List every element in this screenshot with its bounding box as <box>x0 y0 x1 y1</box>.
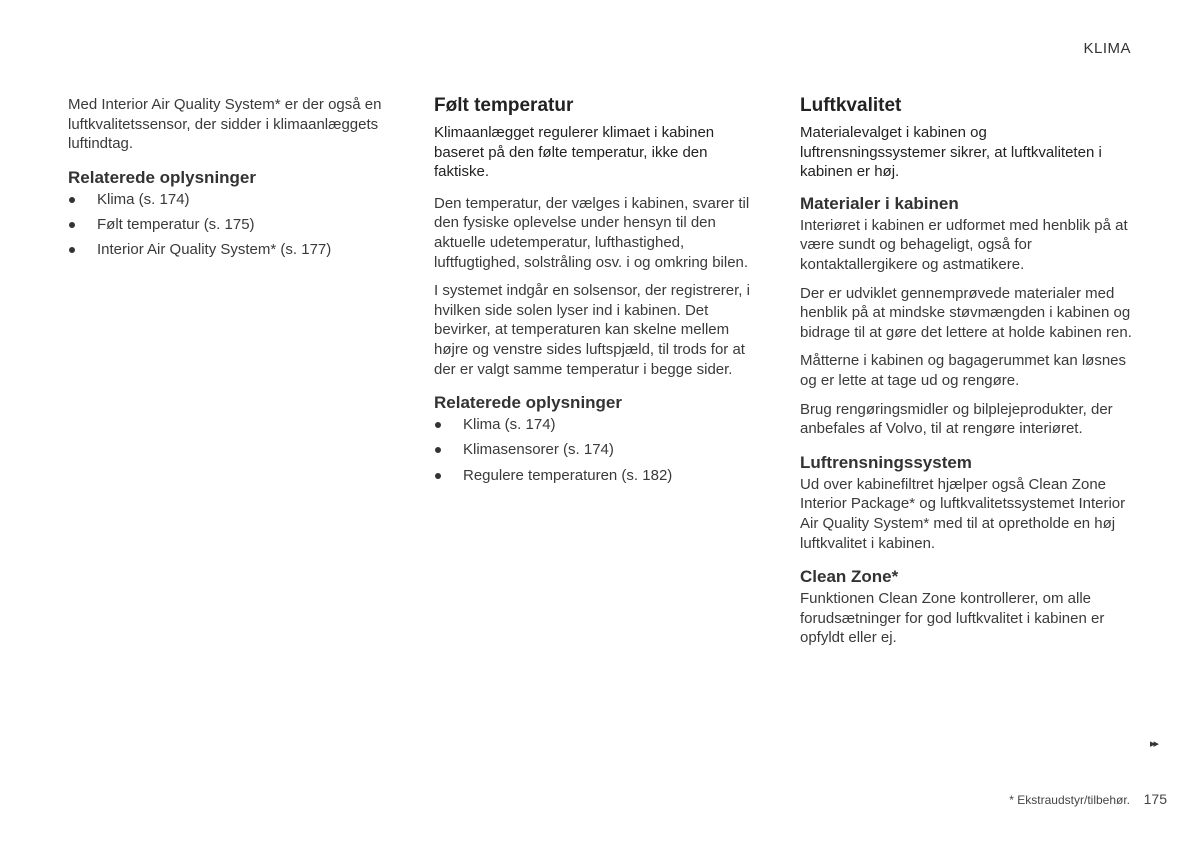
body-paragraph: I systemet indgår en solsensor, der registrerer, i hvilken side solen lyser ind i kabinen. Det bevirker, at temperaturen kan skelne mellem højre og venstre sides luftspjæld, til trods for at der er valgt samme temperatur i begge sider. <box>434 282 750 378</box>
body-paragraph: Funktionen Clean Zone kontrollerer, om alle forudsætninger for god luftkvalitet i kabinen er opfyldt eller ej. <box>800 590 1105 647</box>
related-link[interactable]: Interior Air Quality System* (s. 177) <box>68 240 388 260</box>
subheading: Materialer i kabinen <box>800 193 959 213</box>
section-title: Luftkvalitet <box>800 95 902 116</box>
continue-arrows-icon: ▸▸ <box>1150 738 1158 750</box>
section-title: Følt temperatur <box>434 95 574 116</box>
bullet-icon <box>69 197 75 203</box>
column-middle <box>434 95 764 491</box>
related-link[interactable]: Følt temperatur (s. 175) <box>68 215 388 235</box>
related-list <box>68 190 388 260</box>
related-list <box>434 415 764 485</box>
body-paragraph: Brug rengøringsmidler og bilplejeprodukter, der anbefales af Volvo, til at rengøre interiøret. <box>800 400 1113 438</box>
bullet-icon <box>69 247 75 253</box>
bullet-icon <box>435 473 441 479</box>
body-paragraph: Måtterne i kabinen og bagagerummet kan løsnes og er lette at tage ud og rengøre. <box>800 352 1127 389</box>
body-paragraph: Der er udviklet gennemprøvede materialer med henblik på at mindske støvmængden i kabinen og bidrage til at gøre det lettere at holde kabinen ren. <box>800 284 1132 341</box>
section-header: KLIMA <box>1083 40 1131 57</box>
related-heading: Relaterede oplysninger <box>68 167 257 187</box>
related-link[interactable]: Regulere temperaturen (s. 182) <box>434 466 764 486</box>
related-link[interactable]: Klimasensorer (s. 174) <box>434 440 764 460</box>
body-paragraph: Ud over kabinefiltret hjælper også Clean Zone Interior Package* og luftkvalitetssystemet Interior Air Quality System* med til at opretholde en høj luftkvalitet i kabinen. <box>800 475 1126 552</box>
subheading: Clean Zone* <box>800 567 899 587</box>
page-footer <box>1009 791 1167 807</box>
footnote: * Ekstraudstyr/tilbehør. <box>1009 793 1131 807</box>
subheading: Luftrensningssystem <box>800 452 972 472</box>
related-link[interactable]: Klima (s. 174) <box>68 190 388 210</box>
related-link[interactable]: Klima (s. 174) <box>434 415 764 435</box>
body-paragraph: Interiøret i kabinen er udformet med henblik på at være sundt og behageligt, også for kontaktallergikere og astmatikere. <box>800 216 1128 273</box>
related-heading: Relaterede oplysninger <box>434 393 623 413</box>
page-number: 175 <box>1143 791 1167 807</box>
body-paragraph: Den temperatur, der vælges i kabinen, svarer til den fysiske oplevelse under hensyn til den aktuelle udetemperatur, lufthastighed, luftfugtighed, solstråling osv. i og omkring bilen. <box>434 194 750 271</box>
column-left <box>68 95 388 265</box>
lead-paragraph: Klimaanlægget regulerer klimaet i kabinen baseret på den følte temperatur, ikke den faktiske. <box>434 124 715 181</box>
bullet-icon <box>435 422 441 428</box>
bullet-icon <box>69 222 75 228</box>
lead-paragraph: Materialevalget i kabinen og luftrensningssystemer sikrer, at luftkvaliteten i kabinen er høj. <box>800 124 1102 181</box>
column-right <box>800 95 1135 657</box>
bullet-icon <box>435 447 441 453</box>
intro-paragraph: Med Interior Air Quality System* er der også en luftkvalitetssensor, der sidder i klimaanlæggets luftindtag. <box>68 96 382 153</box>
